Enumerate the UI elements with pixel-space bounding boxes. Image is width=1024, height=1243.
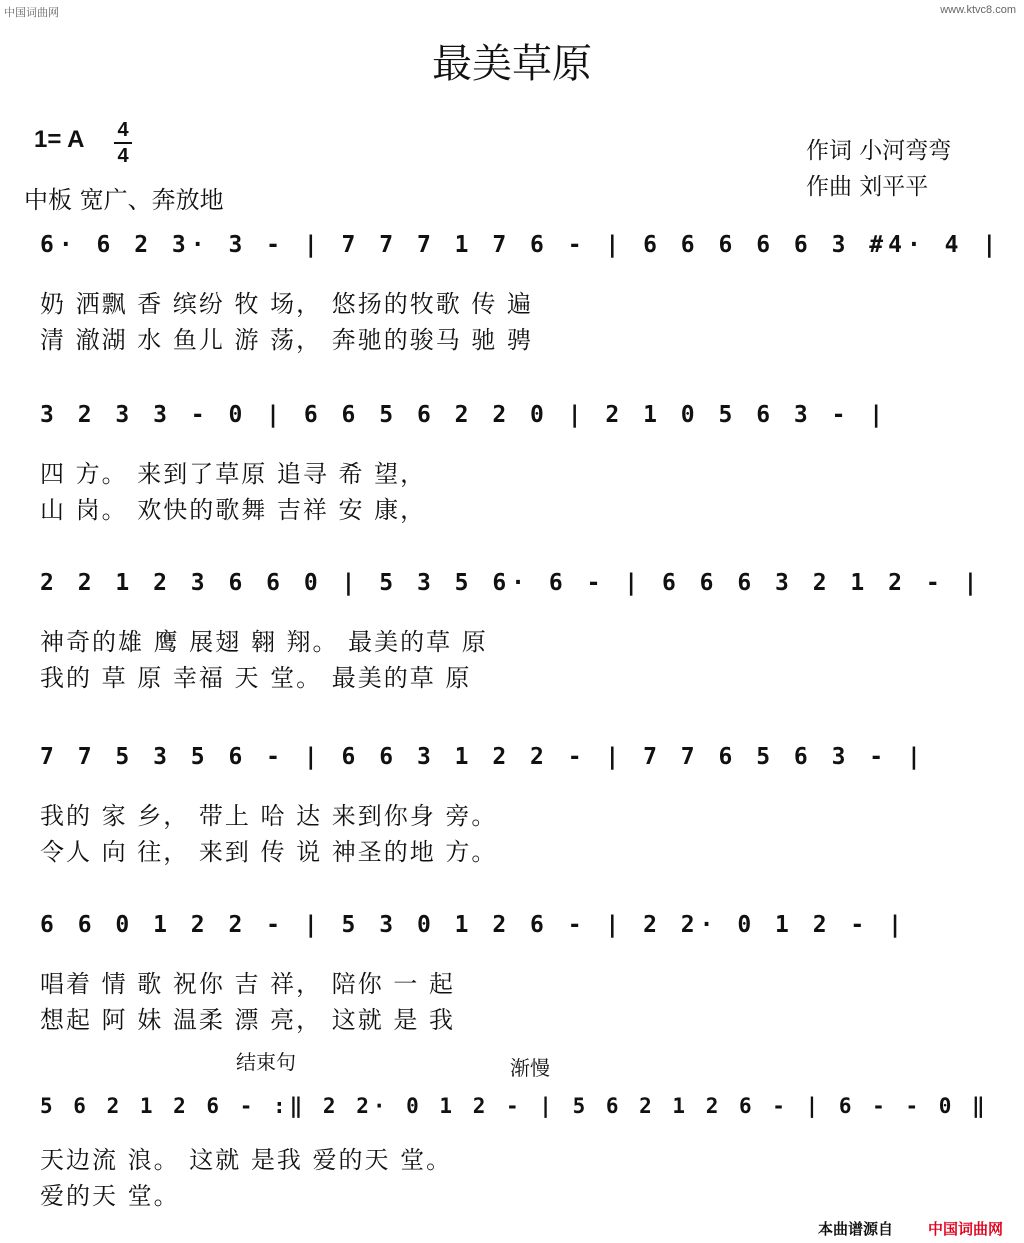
footer-site-name[interactable]: 中国词曲网 [928, 1221, 1004, 1238]
time-signature-bar [114, 142, 132, 144]
notation-line: 6· 6 2 3· 3 - | 7 7 7 1 7 6 - | 6 6 6 6 6 3 #4· 4 | [40, 232, 1002, 258]
lyric-verse-2: 爱的天 堂。 [40, 1182, 180, 1210]
lyric-verse-2: 山 岗。 欢快的歌舞 吉祥 安 康， [40, 496, 427, 524]
notation-line: 7 7 5 3 5 6 - | 6 6 3 1 2 2 - | 7 7 6 5 6 3 - | [40, 744, 926, 770]
notation-line: 5 6 2 1 2 6 - :‖ 2 2· 0 1 2 - | 5 6 2 1 2 6 - | 6 - - 0 ‖ [40, 1094, 989, 1118]
lyric-verse-1: 唱着 情 歌 祝你 吉 祥， 陪你 一 起 [40, 970, 456, 998]
notation-line: 3 2 3 3 - 0 | 6 6 5 6 2 2 0 | 2 1 0 5 6 3 - | [40, 402, 889, 428]
footer-source-label: 本曲谱源自 [818, 1221, 894, 1238]
page-title: 最美草原 [432, 41, 592, 87]
time-signature [114, 118, 132, 168]
lyric-verse-2: 清 澈湖 水 鱼儿 游 荡， 奔驰的骏马 驰 骋 [40, 326, 534, 354]
ritardando-mark: 渐慢 [510, 1056, 550, 1080]
lyric-verse-2: 令人 向 往， 来到 传 说 神圣的地 方。 [40, 838, 498, 866]
key-signature: 1= A [34, 126, 85, 153]
tempo-marking: 中板 宽广、奔放地 [24, 186, 224, 214]
composer-credit: 作曲 刘平平 [806, 174, 929, 200]
lyric-verse-1: 天边流 浪。 这就 是我 爱的天 堂。 [40, 1146, 453, 1174]
lyric-verse-1: 我的 家 乡， 带上 哈 达 来到你身 旁。 [40, 802, 498, 830]
lyricist-credit: 作词 小河弯弯 [806, 138, 952, 164]
notation-line: 6 6 0 1 2 2 - | 5 3 0 1 2 6 - | 2 2· 0 1 2 - | [40, 912, 907, 938]
lyric-verse-1: 神奇的雄 鹰 展翅 翱 翔。 最美的草 原 [40, 628, 488, 656]
ending-phrase-mark: 结束句 [236, 1050, 296, 1074]
lyric-verse-1: 四 方。 来到了草原 追寻 希 望， [40, 460, 427, 488]
notation-line: 2 2 1 2 3 6 6 0 | 5 3 5 6· 6 - | 6 6 6 3 2 1 2 - | [40, 570, 983, 596]
lyric-verse-1: 奶 洒飘 香 缤纷 牧 场， 悠扬的牧歌 传 遍 [40, 290, 534, 318]
watermark-left: 中国词曲网 [4, 7, 59, 19]
watermark-right: www.ktvc8.com [940, 4, 1016, 16]
time-signature-bottom: 4 [117, 145, 129, 167]
time-signature-top: 4 [117, 119, 129, 141]
lyric-verse-2: 我的 草 原 幸福 天 堂。 最美的草 原 [40, 664, 472, 692]
lyric-verse-2: 想起 阿 妹 温柔 漂 亮， 这就 是 我 [40, 1006, 456, 1034]
